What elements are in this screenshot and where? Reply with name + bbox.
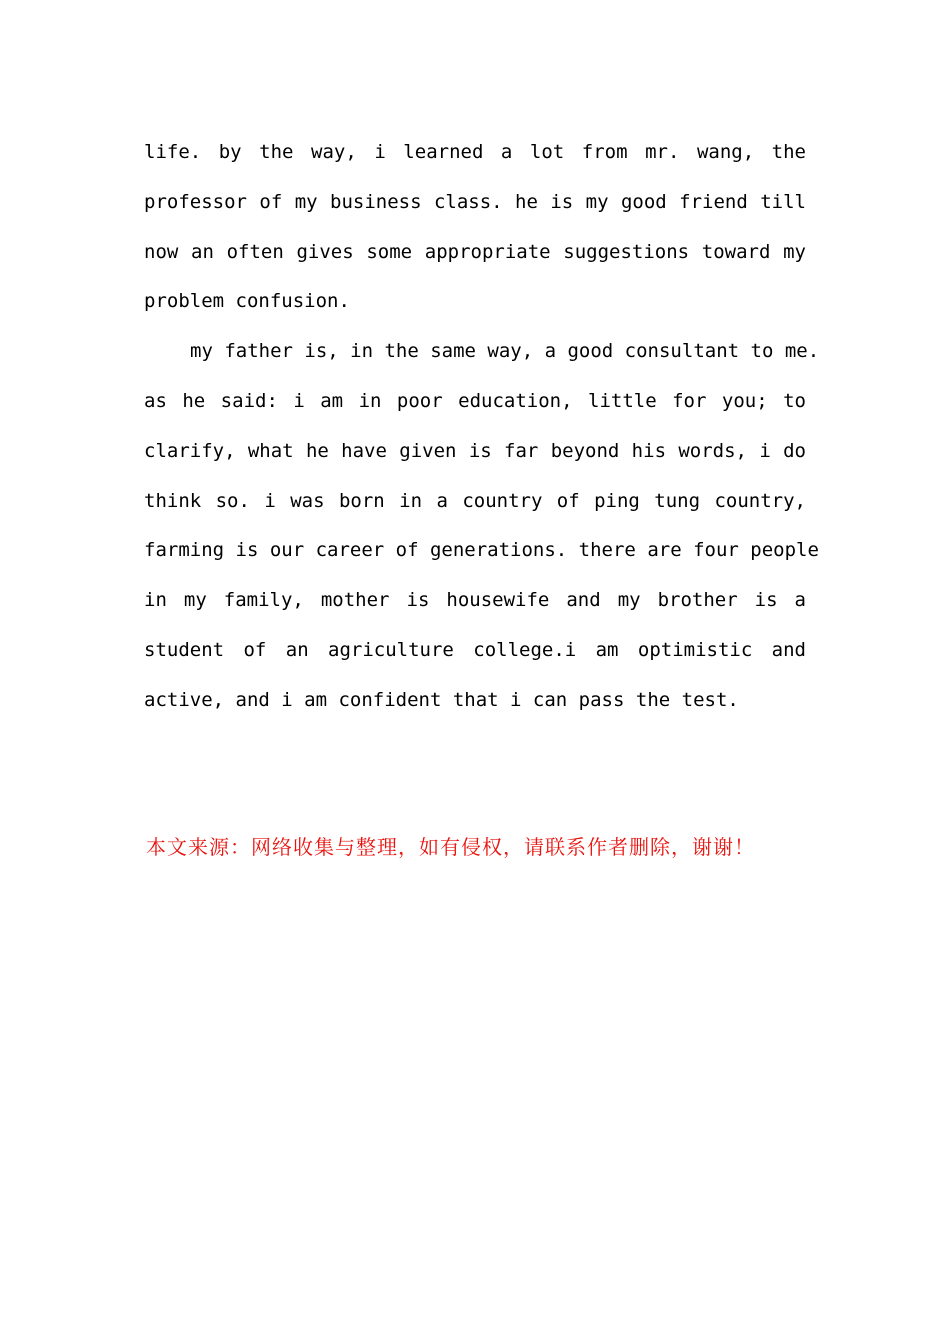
paragraph-2-line-6: in my family, mother is housewife and my brother is a — [144, 589, 806, 612]
paragraph-2-line-2: as he said: i am in poor education, little for you; to — [144, 389, 806, 412]
paragraph-2-line-1: my father is, in the same way, a good consultant to me. — [190, 340, 820, 363]
paragraph-2-line-8: active, and i am confident that i can pass the test. — [144, 688, 739, 711]
paragraph-2-line-3: clarify, what he have given is far beyond his words, i do — [144, 439, 806, 462]
paragraph-2-line-4: think so. i was born in a country of ping tung country, — [144, 489, 806, 512]
paragraph-2-line-7: student of an agriculture college.i am optimistic and — [144, 638, 806, 661]
paragraph-1-line-3: now an often gives some appropriate suggestions toward my — [144, 240, 806, 263]
paragraph-1-line-2: professor of my business class. he is my good friend till — [144, 190, 806, 213]
paragraph-1-line-1: life. by the way, i learned a lot from mr. wang, the — [144, 141, 806, 163]
paragraph-2-line-5: farming is our career of generations. there are four people — [144, 539, 819, 562]
paragraph-1-line-4: problem confusion. — [144, 290, 350, 313]
source-disclaimer: 本文来源：网络收集与整理，如有侵权，请联系作者删除，谢谢！ — [146, 835, 755, 859]
document-body — [144, 128, 820, 726]
